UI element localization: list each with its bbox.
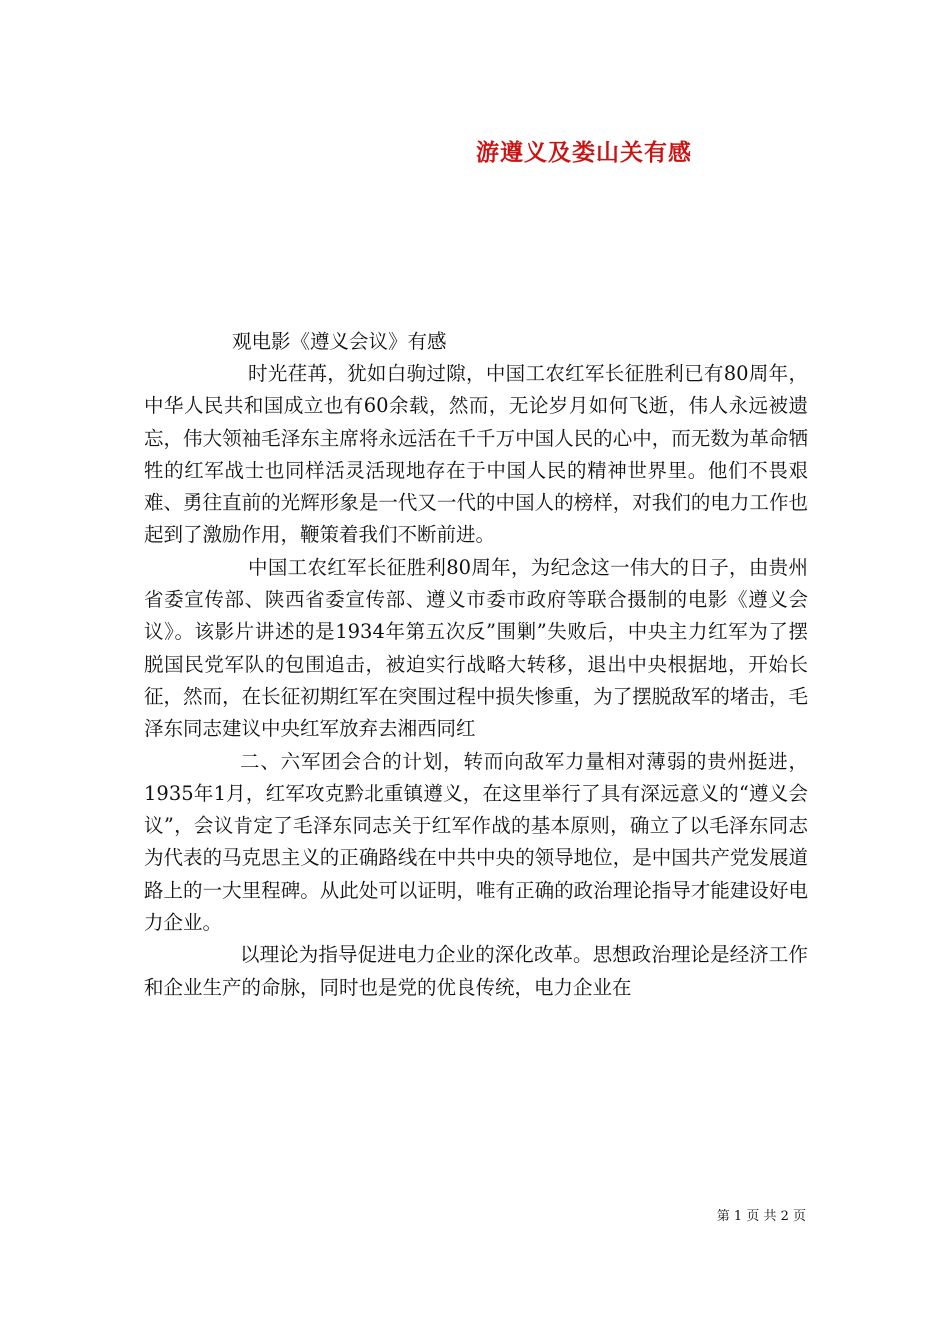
paragraph-1: 时光荏苒，犹如白驹过隙，中国工农红军长征胜利已有80周年，中华人民共和国成立也有60余载，然而，无论岁月如何飞逝，伟人永远被遗忘，伟大领袖毛泽东主席将永远活在千千万中国人民的心中，而无数为革命牺牲的红军战士也同样活灵活现地存在于中国人民的精神世界里。他们不畏艰难、勇往直前的光辉形象是一代又一代的中国人的榜样，对我们的电力工作也起到了激励作用，鞭策着我们不断前进。 [144,362,808,547]
page-number-footer: 第 1 页 共 2 页 [716,1209,806,1224]
document-subtitle: 观电影《遵义会议》有感 [232,330,447,353]
paragraph-3: 二、六军团会合的计划，转而向敌军力量相对薄弱的贵州挺进，1935年1月，红军攻克黔北重镇遵义，在这里举行了具有深远意义的“遵义会议”，会议肯定了毛泽东同志关于红军作战的基本原则，确立了以毛泽东同志为代表的马克思主义的正确路线在中共中央的领导地位，是中国共产党发展道路上的一大里程碑。从此处可以证明，唯有正确的政治理论指导才能建设好电力企业。 [144,749,808,935]
document-title: 游遵义及娄山关有感 [476,139,692,166]
paragraph-4: 以理论为指导促进电力企业的深化改革。思想政治理论是经济工作和企业生产的命脉，同时也是党的优良传统，电力企业在 [144,943,808,999]
document-body [144,358,808,1004]
paragraph-2: 中国工农红军长征胜利80周年，为纪念这一伟大的日子，由贵州省委宣传部、陕西省委宣传部、遵义市委市政府等联合摄制的电影《遵义会议》。该影片讲述的是1934年第五次反”围剿”失败后，中央主力红军为了摆脱国民党军队的包围追击，被迫实行战略大转移，退出中央根据地，开始长征，然而，在长征初期红军在突围过程中损失惨重，为了摆脱敌军的堵击，毛泽东同志建议中央红军放弃去湘西同红 [144,555,808,741]
